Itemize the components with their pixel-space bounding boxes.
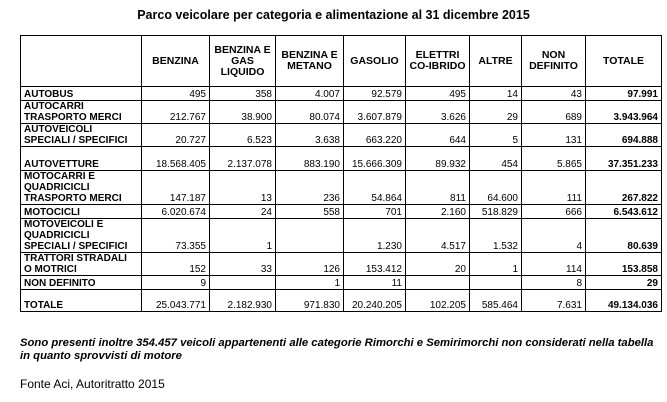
table-cell: 11 bbox=[344, 276, 406, 290]
table-cell: 2.160 bbox=[406, 205, 470, 219]
header-cell: NON DEFINITO bbox=[522, 36, 586, 87]
table-cell: 7.631 bbox=[522, 290, 586, 312]
header-cell-category bbox=[21, 36, 142, 87]
total-cell: 37.351.233 bbox=[586, 147, 662, 171]
table-cell: 38.900 bbox=[210, 101, 276, 124]
table-cell: 454 bbox=[470, 147, 522, 171]
row-label: MOTOCARRI E QUADRICICLI TRASPORTO MERCI bbox=[21, 171, 142, 205]
header-cell: BENZINA bbox=[142, 36, 210, 87]
table-cell bbox=[406, 276, 470, 290]
row-label: TRATTORI STRADALI O MOTRICI bbox=[21, 253, 142, 276]
table-cell: 92.579 bbox=[344, 87, 406, 101]
table-cell: 24 bbox=[210, 205, 276, 219]
total-cell: 49.134.036 bbox=[586, 290, 662, 312]
table-cell: 3.607.879 bbox=[344, 101, 406, 124]
table-cell: 13 bbox=[210, 171, 276, 205]
table-cell: 73.355 bbox=[142, 219, 210, 253]
table-row bbox=[21, 171, 662, 205]
table-row bbox=[21, 205, 662, 219]
table-cell: 644 bbox=[406, 124, 470, 147]
table-cell: 80.074 bbox=[276, 101, 344, 124]
table-cell: 1 bbox=[470, 253, 522, 276]
table-cell: 811 bbox=[406, 171, 470, 205]
row-label: MOTOVEICOLI E QUADRICICLI SPECIALI / SPECIFICI bbox=[21, 219, 142, 253]
table-row bbox=[21, 219, 662, 253]
table-cell bbox=[470, 276, 522, 290]
table-cell: 25.043.771 bbox=[142, 290, 210, 312]
table-cell: 20 bbox=[406, 253, 470, 276]
header-cell: BENZINA E METANO bbox=[276, 36, 344, 87]
table-cell: 147.187 bbox=[142, 171, 210, 205]
table-cell: 883.190 bbox=[276, 147, 344, 171]
table-cell: 102.205 bbox=[406, 290, 470, 312]
table-row bbox=[21, 87, 662, 101]
header-cell: GASOLIO bbox=[344, 36, 406, 87]
table-cell: 2.137.078 bbox=[210, 147, 276, 171]
page-title: Parco veicolare per categoria e alimentazione al 31 dicembre 2015 bbox=[137, 8, 530, 22]
table-cell: 1 bbox=[276, 276, 344, 290]
table-cell: 1 bbox=[210, 219, 276, 253]
table-cell: 33 bbox=[210, 253, 276, 276]
table-cell: 126 bbox=[276, 253, 344, 276]
header-cell: BENZINA E GAS LIQUIDO bbox=[210, 36, 276, 87]
table-cell: 6.523 bbox=[210, 124, 276, 147]
header-cell: ELETTRI CO-IBRIDO bbox=[406, 36, 470, 87]
table-row bbox=[21, 290, 662, 312]
row-label: AUTOVETTURE bbox=[21, 147, 142, 171]
table-cell: 111 bbox=[522, 171, 586, 205]
table-row bbox=[21, 124, 662, 147]
table-cell: 153.412 bbox=[344, 253, 406, 276]
total-cell: 29 bbox=[586, 276, 662, 290]
table-cell bbox=[210, 276, 276, 290]
table-cell: 585.464 bbox=[470, 290, 522, 312]
table-cell: 20.727 bbox=[142, 124, 210, 147]
table-cell: 89.932 bbox=[406, 147, 470, 171]
header-cell: ALTRE bbox=[470, 36, 522, 87]
table-row bbox=[21, 101, 662, 124]
table-cell: 971.830 bbox=[276, 290, 344, 312]
header-cell: TOTALE bbox=[586, 36, 662, 87]
vehicle-table bbox=[20, 35, 662, 312]
row-label: TOTALE bbox=[21, 290, 142, 312]
table-cell: 15.666.309 bbox=[344, 147, 406, 171]
table-cell: 152 bbox=[142, 253, 210, 276]
total-cell: 3.943.964 bbox=[586, 101, 662, 124]
table-cell: 358 bbox=[210, 87, 276, 101]
table-cell: 14 bbox=[470, 87, 522, 101]
table-cell: 5 bbox=[470, 124, 522, 147]
table-cell: 4.007 bbox=[276, 87, 344, 101]
row-label: MOTOCICLI bbox=[21, 205, 142, 219]
table-cell: 518.829 bbox=[470, 205, 522, 219]
table-cell: 2.182.930 bbox=[210, 290, 276, 312]
row-label: AUTOVEICOLI SPECIALI / SPECIFICI bbox=[21, 124, 142, 147]
table-cell: 663.220 bbox=[344, 124, 406, 147]
table-cell: 4.517 bbox=[406, 219, 470, 253]
table-row bbox=[21, 253, 662, 276]
table-cell: 666 bbox=[522, 205, 586, 219]
table-cell: 4 bbox=[522, 219, 586, 253]
table-cell: 558 bbox=[276, 205, 344, 219]
table-cell: 495 bbox=[142, 87, 210, 101]
total-cell: 6.543.612 bbox=[586, 205, 662, 219]
total-cell: 97.991 bbox=[586, 87, 662, 101]
table-cell: 689 bbox=[522, 101, 586, 124]
table-cell: 20.240.205 bbox=[344, 290, 406, 312]
row-label: AUTOCARRI TRASPORTO MERCI bbox=[21, 101, 142, 124]
table-cell: 8 bbox=[522, 276, 586, 290]
row-label: AUTOBUS bbox=[21, 87, 142, 101]
total-cell: 153.858 bbox=[586, 253, 662, 276]
table-header-row bbox=[21, 36, 662, 87]
table-cell: 18.568.405 bbox=[142, 147, 210, 171]
table-cell: 6.020.674 bbox=[142, 205, 210, 219]
table-cell: 1.532 bbox=[470, 219, 522, 253]
footnote: Sono presenti inoltre 354.457 veicoli appartenenti alle categorie Rimorchi e Semirimorchi non considerati nella tabella in quanto sprovvisti di motore bbox=[20, 337, 654, 362]
table-cell: 212.767 bbox=[142, 101, 210, 124]
table-cell: 29 bbox=[470, 101, 522, 124]
table-cell: 43 bbox=[522, 87, 586, 101]
table-cell: 3.638 bbox=[276, 124, 344, 147]
table-cell bbox=[276, 219, 344, 253]
row-label: NON DEFINITO bbox=[21, 276, 142, 290]
table-cell: 114 bbox=[522, 253, 586, 276]
table-row bbox=[21, 276, 662, 290]
total-cell: 80.639 bbox=[586, 219, 662, 253]
table-cell: 64.600 bbox=[470, 171, 522, 205]
table-cell: 701 bbox=[344, 205, 406, 219]
table-cell: 236 bbox=[276, 171, 344, 205]
table-cell: 1.230 bbox=[344, 219, 406, 253]
source-credit: Fonte Aci, Autoritratto 2015 bbox=[20, 377, 165, 391]
table-cell: 54.864 bbox=[344, 171, 406, 205]
table-row bbox=[21, 147, 662, 171]
table-cell: 495 bbox=[406, 87, 470, 101]
total-cell: 267.822 bbox=[586, 171, 662, 205]
table-cell: 3.626 bbox=[406, 101, 470, 124]
total-cell: 694.888 bbox=[586, 124, 662, 147]
table-cell: 5.865 bbox=[522, 147, 586, 171]
table-cell: 9 bbox=[142, 276, 210, 290]
table-cell: 131 bbox=[522, 124, 586, 147]
